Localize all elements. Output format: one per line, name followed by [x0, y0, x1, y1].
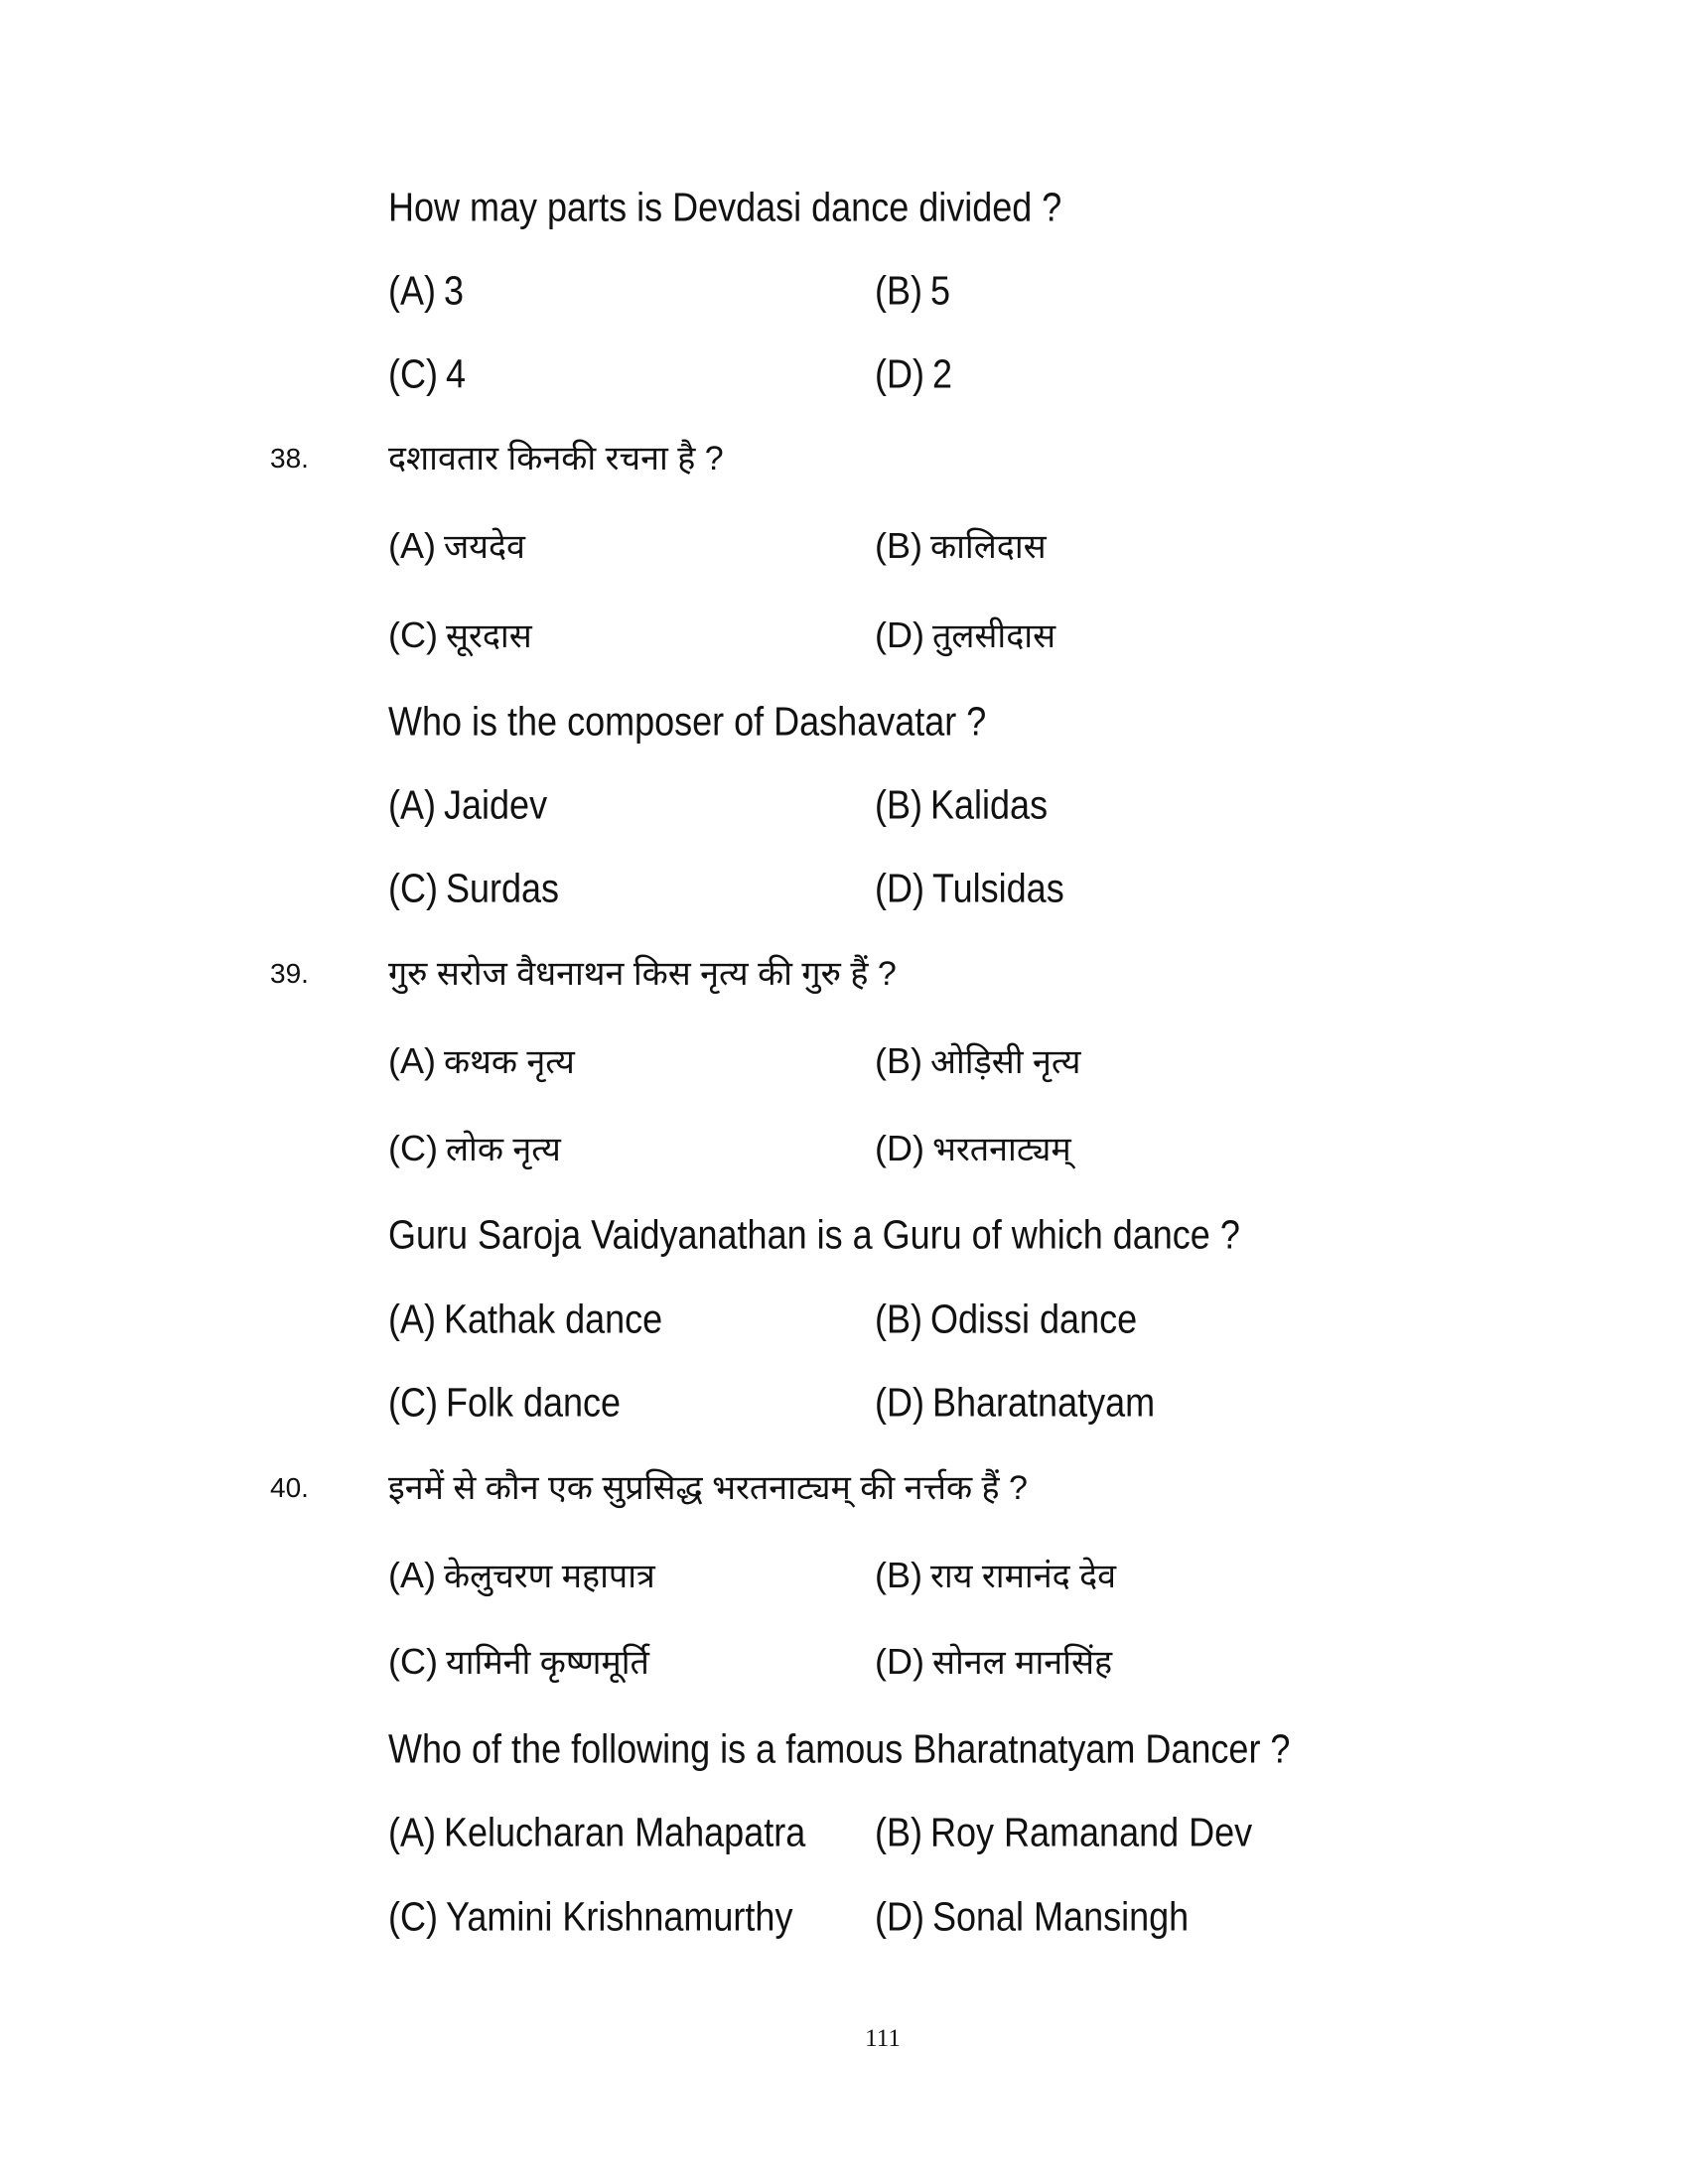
option-text: Yamini Krishnamurthy	[445, 1893, 793, 1940]
option-letter: (D)	[875, 1641, 924, 1682]
option-letter: (C)	[388, 1641, 438, 1682]
option-text: लोक नृत्य	[445, 1131, 561, 1168]
option-text: तुलसीदास	[931, 617, 1056, 655]
option-letter: (A)	[388, 267, 436, 314]
option-a	[388, 771, 547, 838]
option-text: कथक नृत्य	[444, 1043, 575, 1081]
option-letter: (C)	[388, 865, 438, 911]
option-text: Jaidev	[444, 781, 548, 828]
option-letter: (B)	[875, 781, 922, 828]
option-text: Kelucharan Mahapatra	[444, 1809, 806, 1855]
option-text: सोनल मानसिंह	[931, 1644, 1112, 1682]
option-letter: (D)	[875, 1893, 924, 1940]
option-a	[388, 516, 525, 576]
option-text: 2	[931, 350, 953, 397]
option-text: 4	[445, 350, 467, 397]
option-letter: (A)	[388, 1296, 436, 1342]
option-text: Roy Ramanand Dev	[930, 1809, 1253, 1855]
option-letter: (A)	[388, 1809, 436, 1855]
question-number: 39.	[270, 958, 309, 989]
option-a	[388, 1286, 662, 1352]
option-letter: (B)	[875, 1040, 922, 1081]
option-b	[875, 771, 1048, 838]
option-d	[875, 855, 1064, 921]
option-letter: (C)	[388, 350, 438, 397]
option-c	[388, 1119, 561, 1178]
option-letter: (C)	[388, 614, 438, 655]
option-text: Bharatnatyam	[931, 1379, 1156, 1426]
option-a	[388, 1546, 655, 1605]
option-c	[388, 1632, 649, 1692]
option-c	[388, 1369, 621, 1435]
option-letter: (A)	[388, 781, 436, 828]
option-letter: (D)	[875, 350, 924, 397]
option-text: जयदेव	[444, 528, 525, 566]
option-b	[875, 1286, 1137, 1352]
option-text: ओड़िसी नृत्य	[930, 1043, 1081, 1081]
question-text: दशावतार किनकी रचना है ?	[388, 440, 724, 478]
option-text: केलुचरण महापात्र	[444, 1558, 655, 1595]
option-text: कालिदास	[930, 528, 1047, 566]
question-number: 38.	[270, 443, 309, 474]
option-b	[875, 257, 950, 324]
option-text: यामिनी कृष्णमूर्ति	[445, 1644, 649, 1682]
option-letter: (B)	[875, 525, 922, 566]
page-number: 111	[865, 2025, 901, 2052]
option-letter: (A)	[388, 1555, 436, 1595]
question-text: गुरु सरोज वैधनाथन किस नृत्य की गुरु हैं ?	[388, 955, 897, 993]
option-letter: (A)	[388, 525, 436, 566]
option-letter: (B)	[875, 1555, 922, 1595]
question-text: इनमें से कौन एक सुप्रसिद्ध भरतनाट्यम् की नर्त्तक हैं ?	[388, 1469, 1028, 1507]
option-text: 5	[930, 267, 951, 314]
option-text: Sonal Mansingh	[931, 1893, 1190, 1940]
option-letter: (C)	[388, 1893, 438, 1940]
option-letter: (D)	[875, 1379, 924, 1426]
option-b	[875, 1799, 1252, 1865]
option-d	[875, 1119, 1071, 1178]
option-text: सूरदास	[445, 617, 532, 655]
option-letter: (D)	[875, 865, 924, 911]
question-number: 40.	[270, 1472, 309, 1503]
question-text: Guru Saroja Vaidyanathan is a Guru of which dance ?	[388, 1211, 1240, 1258]
option-text: 3	[444, 267, 465, 314]
option-d	[875, 1632, 1112, 1692]
option-letter: (C)	[388, 1379, 438, 1426]
option-text: भरतनाट्यम्	[931, 1131, 1071, 1168]
option-a	[388, 1799, 805, 1865]
option-text: Kathak dance	[444, 1296, 663, 1342]
option-letter: (B)	[875, 1809, 922, 1855]
option-d	[875, 1883, 1189, 1950]
option-a	[388, 257, 464, 324]
option-letter: (D)	[875, 614, 924, 655]
option-text: राय रामानंद देव	[930, 1558, 1117, 1595]
option-c	[388, 606, 532, 665]
option-c	[388, 1883, 792, 1950]
option-c	[388, 855, 559, 921]
option-text: Folk dance	[445, 1379, 622, 1426]
question-text: Who of the following is a famous Bharatnatyam Dancer ?	[388, 1725, 1291, 1772]
option-letter: (A)	[388, 1040, 436, 1081]
option-letter: (C)	[388, 1128, 438, 1168]
option-text: Odissi dance	[930, 1296, 1138, 1342]
option-d	[875, 1369, 1155, 1435]
question-text: How may parts is Devdasi dance divided ?	[388, 184, 1062, 230]
option-text: Surdas	[445, 865, 560, 911]
option-d	[875, 341, 952, 407]
option-b	[875, 1031, 1080, 1091]
option-text: Kalidas	[930, 781, 1049, 828]
question-text: Who is the composer of Dashavatar ?	[388, 698, 987, 745]
option-text: Tulsidas	[931, 865, 1064, 911]
option-b	[875, 516, 1047, 576]
option-letter: (B)	[875, 267, 922, 314]
option-c	[388, 341, 466, 407]
option-d	[875, 606, 1055, 665]
option-letter: (D)	[875, 1128, 924, 1168]
option-b	[875, 1546, 1116, 1605]
option-a	[388, 1031, 575, 1091]
option-letter: (B)	[875, 1296, 922, 1342]
